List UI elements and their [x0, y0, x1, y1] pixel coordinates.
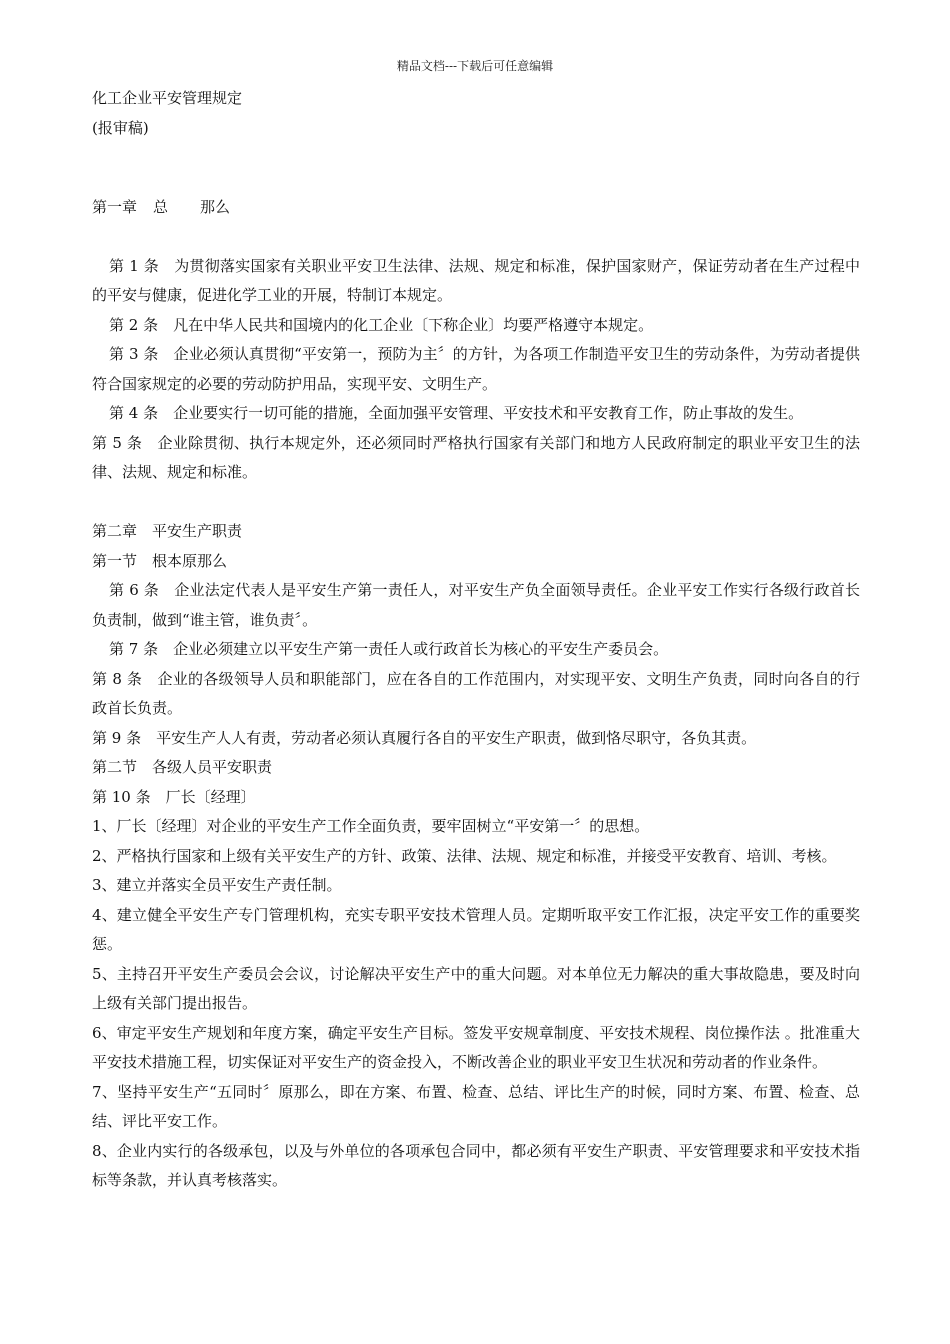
article-4: 第 4 条 企业要实行一切可能的措施，全面加强平安管理、平安技术和平安教育工作，防止事故的发生。 [109, 404, 804, 422]
document-title: 化工企业平安管理规定 [92, 89, 243, 107]
spacer [92, 143, 860, 163]
list-item-3: 3、建立并落实全员平安生产责任制。 [92, 876, 342, 894]
article-1: 第 1 条 为贯彻落实国家有关职业平安卫生法律、法规、规定和标准，保护国家财产，保证劳动者在生产过程中的平安与健康，促进化学工业的开展，特制订本规定。 [92, 256, 860, 304]
list-item-4: 4、建立健全平安生产专门管理机构，充实专职平安技术管理人员。定期听取平安工作汇报，决定平安工作的重要奖惩。 [92, 905, 860, 953]
list-item-8: 8、企业内实行的各级承包，以及与外单位的各项承包合同中，都必须有平安生产职责、平安管理要求和平安技术指标等条款，并认真考核落实。 [92, 1141, 860, 1189]
article-9: 第 9 条 平安生产人人有责，劳动者必须认真履行各自的平安生产职责，做到恪尽职守，各负其责。 [92, 728, 757, 747]
list-item-5: 5、主持召开平安生产委员会会议，讨论解决平安生产中的重大问题。对本单位无力解决的重大事故隐患，要及时向上级有关部门提出报告。 [92, 964, 860, 1012]
chapter-1-word2: 那么 [200, 197, 231, 216]
list-item-2: 2、严格执行国家和上级有关平安生产的方针、政策、法律、法规、规定和标准，并接受平安教育、培训、考核。 [92, 846, 837, 865]
chapter-2-heading: 第二章 平安生产职责 [92, 522, 243, 540]
chapter-1-word1: 总 [153, 197, 169, 216]
article-3: 第 3 条 企业必须认真贯彻“平安第一，预防为主〞的方针，为各项工作制造平安卫生的劳动条件，为劳动者提供符合国家规定的必要的劳动防护用品，实现平安、文明生产。 [92, 345, 860, 393]
list-item-7: 7、坚持平安生产“五同时〞原那么，即在方案、布置、检查、总结、评比生产的时候，同时方案、布置、检查、总结、评比平安工作。 [92, 1082, 860, 1130]
document-body [92, 84, 860, 1196]
list-item-6: 6、审定平安生产规划和年度方案，确定平安生产目标。签发平安规章制度、平安技术规程、岗位操作法 。批准重大平安技术措施工程，切实保证对平安生产的资金投入，不断改善企业的职业平安卫生状况和劳动者的作业条件。 [92, 1023, 860, 1071]
article-7: 第 7 条 企业必须建立以平安生产第一责任人或行政首长为核心的平安生产委员会。 [109, 640, 669, 658]
article-6: 第 6 条 企业法定代表人是平安生产第一责任人，对平安生产负全面领导责任。企业平安工作实行各级行政首长负责制，做到“谁主管，谁负责〞。 [92, 581, 860, 629]
article-10: 第 10 条 厂长〔经理〕 [92, 787, 256, 806]
spacer [92, 222, 860, 252]
article-2: 第 2 条 凡在中华人民共和国境内的化工企业〔下称企业〕均要严格遵守本规定。 [109, 315, 654, 334]
section-2-heading: 第二节 各级人员平安职责 [92, 758, 273, 776]
page-header: 精品文档---下载后可任意编辑 [396, 59, 554, 73]
list-item-1: 1、厂长〔经理〕对企业的平安生产工作全面负责，要牢固树立“平安第一〞的思想。 [92, 817, 650, 835]
document-subtitle: (报审稿) [92, 118, 149, 137]
section-1-heading: 第一节 根本原那么 [92, 551, 228, 570]
chapter-1-heading [92, 193, 860, 223]
spacer [92, 163, 860, 193]
chapter-1-label: 第一章 [92, 197, 138, 216]
article-5: 第 5 条 企业除贯彻、执行本规定外，还必须同时严格执行国家有关部门和地方人民政府制定的职业平安卫生的法律、法规、规定和标准。 [92, 433, 860, 481]
spacer [92, 488, 860, 518]
article-8: 第 8 条 企业的各级领导人员和职能部门，应在各自的工作范围内，对实现平安、文明生产负责，同时向各自的行政首长负责。 [92, 669, 860, 717]
